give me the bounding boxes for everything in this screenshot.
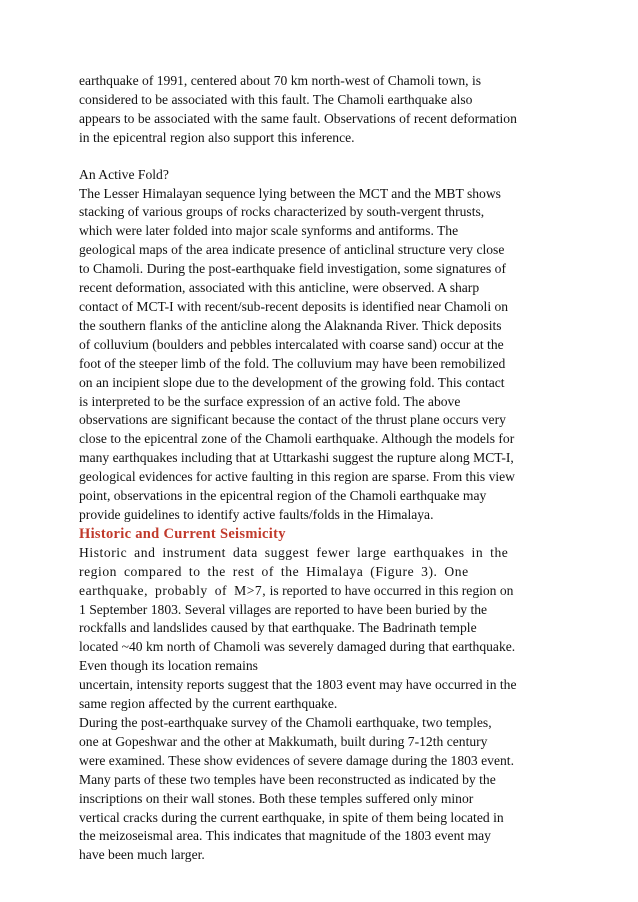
text-line: geological evidences for active faulting in this region are sparse. From this view xyxy=(79,469,516,485)
text-line-mixed xyxy=(79,582,569,601)
text-line: stacking of various groups of rocks characterized by south-vergent thrusts, xyxy=(79,204,485,220)
section-seismicity xyxy=(79,544,569,865)
text-line: of colluvium (boulders and pebbles intercalated with coarse sand) occur at the xyxy=(79,336,504,352)
text-line: close to the epicentral zone of the Chamoli earthquake. Although the models for xyxy=(79,431,515,447)
text-line: rockfalls and landslides caused by that earthquake. The Badrinath temple xyxy=(79,620,477,636)
text-line: on an incipient slope due to the development of the growing fold. This contact xyxy=(79,374,505,390)
text-line: in the epicentral region also support this inference. xyxy=(79,129,355,145)
text-line: have been much larger. xyxy=(79,847,205,863)
text-line: vertical cracks during the current earthquake, in spite of them being located in xyxy=(79,809,504,825)
text-line: were examined. These show evidences of severe damage during the 1803 event. xyxy=(79,752,514,768)
text-line: provide guidelines to identify active faults/folds in the Himalaya. xyxy=(79,506,434,522)
text-line: many earthquakes including that at Uttarkashi suggest the rupture along MCT-I, xyxy=(79,450,514,466)
text-fragment: is reported to have occurred in this region on xyxy=(266,582,514,598)
text-line: Even though its location remains xyxy=(79,658,258,674)
text-line: the meizoseismal area. This indicates that magnitude of the 1803 event may xyxy=(79,828,491,844)
text-line: is interpreted to be the surface expression of an active fold. The above xyxy=(79,393,461,409)
section-title-active-fold: An Active Fold? xyxy=(79,166,169,182)
text-line: foot of the steeper limb of the fold. The colluvium may have been remobilized xyxy=(79,355,506,371)
text-line: Historic and instrument data suggest fewer large earthquakes in the xyxy=(79,544,509,560)
text-line: to Chamoli. During the post-earthquake field investigation, some signatures of xyxy=(79,261,506,277)
text-line: Many parts of these two temples have been reconstructed as indicated by the xyxy=(79,771,496,787)
section-active-fold xyxy=(79,166,569,525)
text-line: the southern flanks of the anticline along the Alaknanda River. Thick deposits xyxy=(79,317,502,333)
text-line: contact of MCT-I with recent/sub-recent deposits is identified near Chamoli on xyxy=(79,298,509,314)
text-line: region compared to the rest of the Himalaya (Figure 3). One xyxy=(79,563,469,579)
text-line: The Lesser Himalayan sequence lying between the MCT and the MBT shows xyxy=(79,185,501,201)
text-line: which were later folded into major scale synforms and antiforms. The xyxy=(79,223,459,239)
paragraph-fault-association xyxy=(79,72,569,148)
text-line: observations are significant because the contact of the thrust plane occurs very xyxy=(79,412,506,428)
text-line: recent deformation, associated with this anticline, were observed. A sharp xyxy=(79,280,480,296)
text-line: one at Gopeshwar and the other at Makkumath, built during 7-12th century xyxy=(79,733,488,749)
text-line: inscriptions on their wall stones. Both these temples suffered only minor xyxy=(79,790,474,806)
text-line: uncertain, intensity reports suggest that the 1803 event may have occurred in the xyxy=(79,677,517,693)
text-fragment: earthquake, probably of M>7, xyxy=(79,582,267,598)
text-line: located ~40 km north of Chamoli was severely damaged during that earthquake. xyxy=(79,639,516,655)
text-line: earthquake of 1991, centered about 70 km north-west of Chamoli town, is xyxy=(79,73,482,88)
document-page xyxy=(79,72,569,865)
text-line: same region affected by the current earthquake. xyxy=(79,696,338,712)
text-line: geological maps of the area indicate presence of anticlinal structure very close xyxy=(79,242,505,258)
text-line: 1 September 1803. Several villages are reported to have been buried by the xyxy=(79,601,488,617)
text-line: appears to be associated with the same fault. Observations of recent deformation xyxy=(79,110,517,126)
text-line: During the post-earthquake survey of the Chamoli earthquake, two temples, xyxy=(79,715,492,730)
text-line: considered to be associated with this fault. The Chamoli earthquake also xyxy=(79,91,473,107)
text-line: point, observations in the epicentral region of the Chamoli earthquake may xyxy=(79,488,487,504)
section-heading-seismicity: Historic and Current Seismicity xyxy=(79,525,286,542)
